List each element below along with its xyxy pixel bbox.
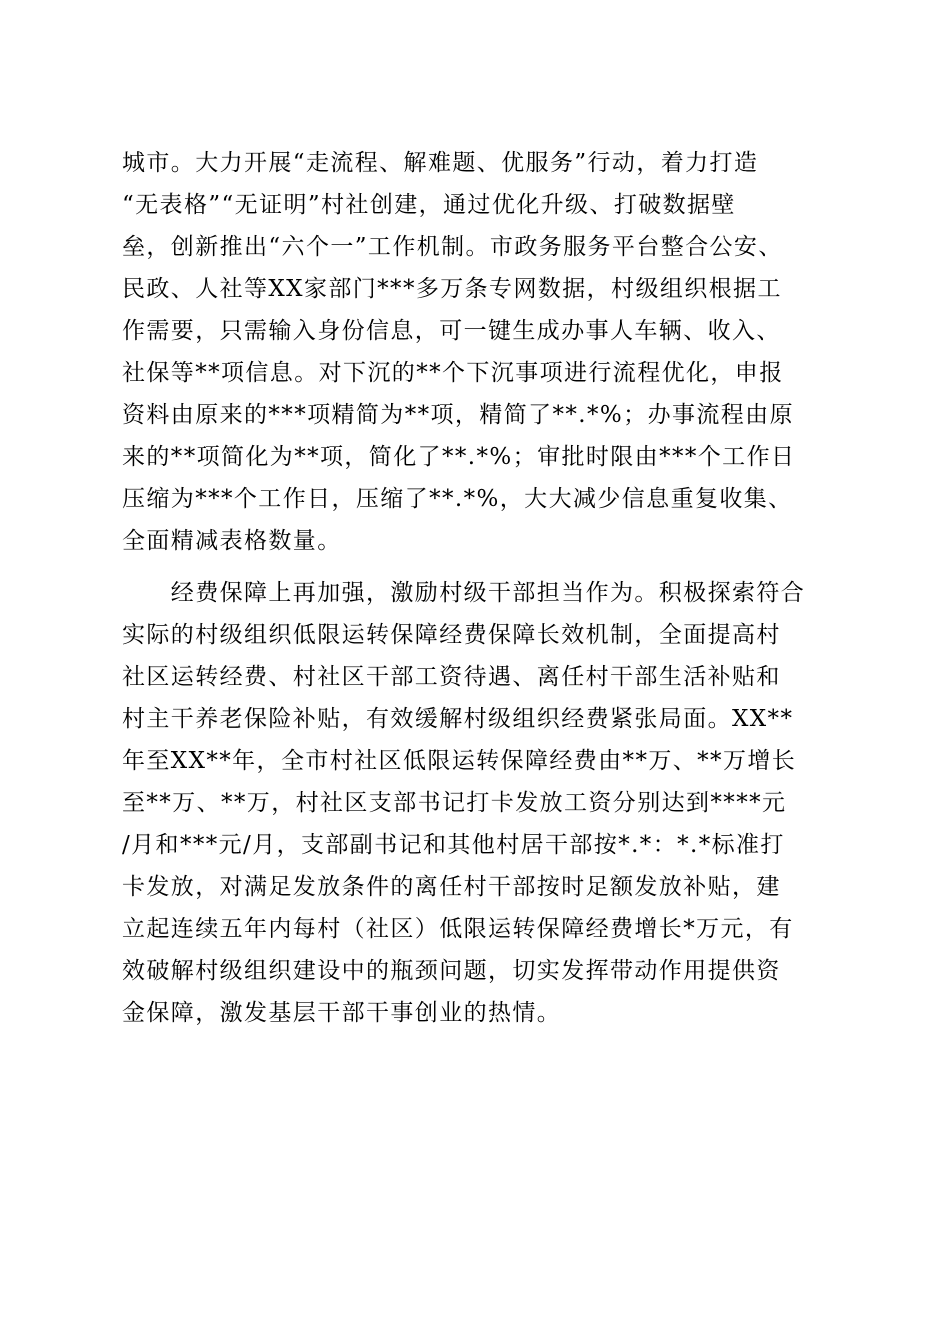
text-line: 金保障，激发基层干部干事创业的热情。 bbox=[122, 1000, 562, 1026]
text-line: 立起连续五年内每村（社区）低限运转保障经费增长*万元，有 bbox=[122, 916, 794, 942]
text-line: 全面精减表格数量。 bbox=[122, 528, 342, 554]
text-line: 压缩为***个工作日，压缩了**.*%，大大减少信息重复收集、 bbox=[122, 486, 793, 512]
text-line: /月和***元/月，支部副书记和其他村居干部按*.*：*.*标准打 bbox=[122, 832, 785, 858]
text-line: 年至XX**年，全市村社区低限运转保障经费由**万、**万增长 bbox=[122, 748, 797, 774]
text-line: 村主干养老保险补贴，有效缓解村级组织经费紧张局面。XX** bbox=[122, 706, 794, 732]
text-line: 作需要，只需输入身份信息，可一键生成办事人车辆、收入、 bbox=[122, 318, 781, 344]
text-line: 卡发放，对满足发放条件的离任村干部按时足额发放补贴，建 bbox=[122, 874, 781, 900]
text-line: 民政、人社等XX家部门***多万条专网数据，村级组织根据工 bbox=[122, 276, 782, 302]
document-body bbox=[122, 142, 842, 1034]
text-line: 经费保障上再加强，激励村级干部担当作为。积极探索符合 bbox=[122, 580, 806, 606]
text-line: 效破解村级组织建设中的瓶颈问题，切实发挥带动作用提供资 bbox=[122, 958, 781, 984]
paragraph-1 bbox=[122, 142, 842, 562]
text-line: 来的**项简化为**项，简化了**.*%；审批时限由***个工作日 bbox=[122, 444, 796, 470]
text-line: 至**万、**万，村社区支部书记打卡发放工资分别达到****元 bbox=[122, 790, 787, 816]
text-line: 社区运转经费、村社区干部工资待遇、离任村干部生活补贴和 bbox=[122, 664, 781, 690]
text-line: 资料由原来的***项精简为**项，精简了**.*%；办事流程由原 bbox=[122, 402, 794, 428]
paragraph-gap bbox=[122, 562, 842, 572]
text-line: 城市。大力开展“走流程、解难题、优服务”行动，着力打造 bbox=[122, 150, 759, 176]
text-line: 社保等**项信息。对下沉的**个下沉事项进行流程优化，申报 bbox=[122, 360, 784, 386]
text-line: 实际的村级组织低限运转保障经费保障长效机制，全面提高村 bbox=[122, 622, 781, 648]
text-line: 垒，创新推出“六个一”工作机制。市政务服务平台整合公安、 bbox=[122, 234, 783, 260]
text-line: “无表格”“无证明”村社创建，通过优化升级、打破数据壁 bbox=[122, 192, 736, 218]
paragraph-2 bbox=[122, 572, 842, 1034]
